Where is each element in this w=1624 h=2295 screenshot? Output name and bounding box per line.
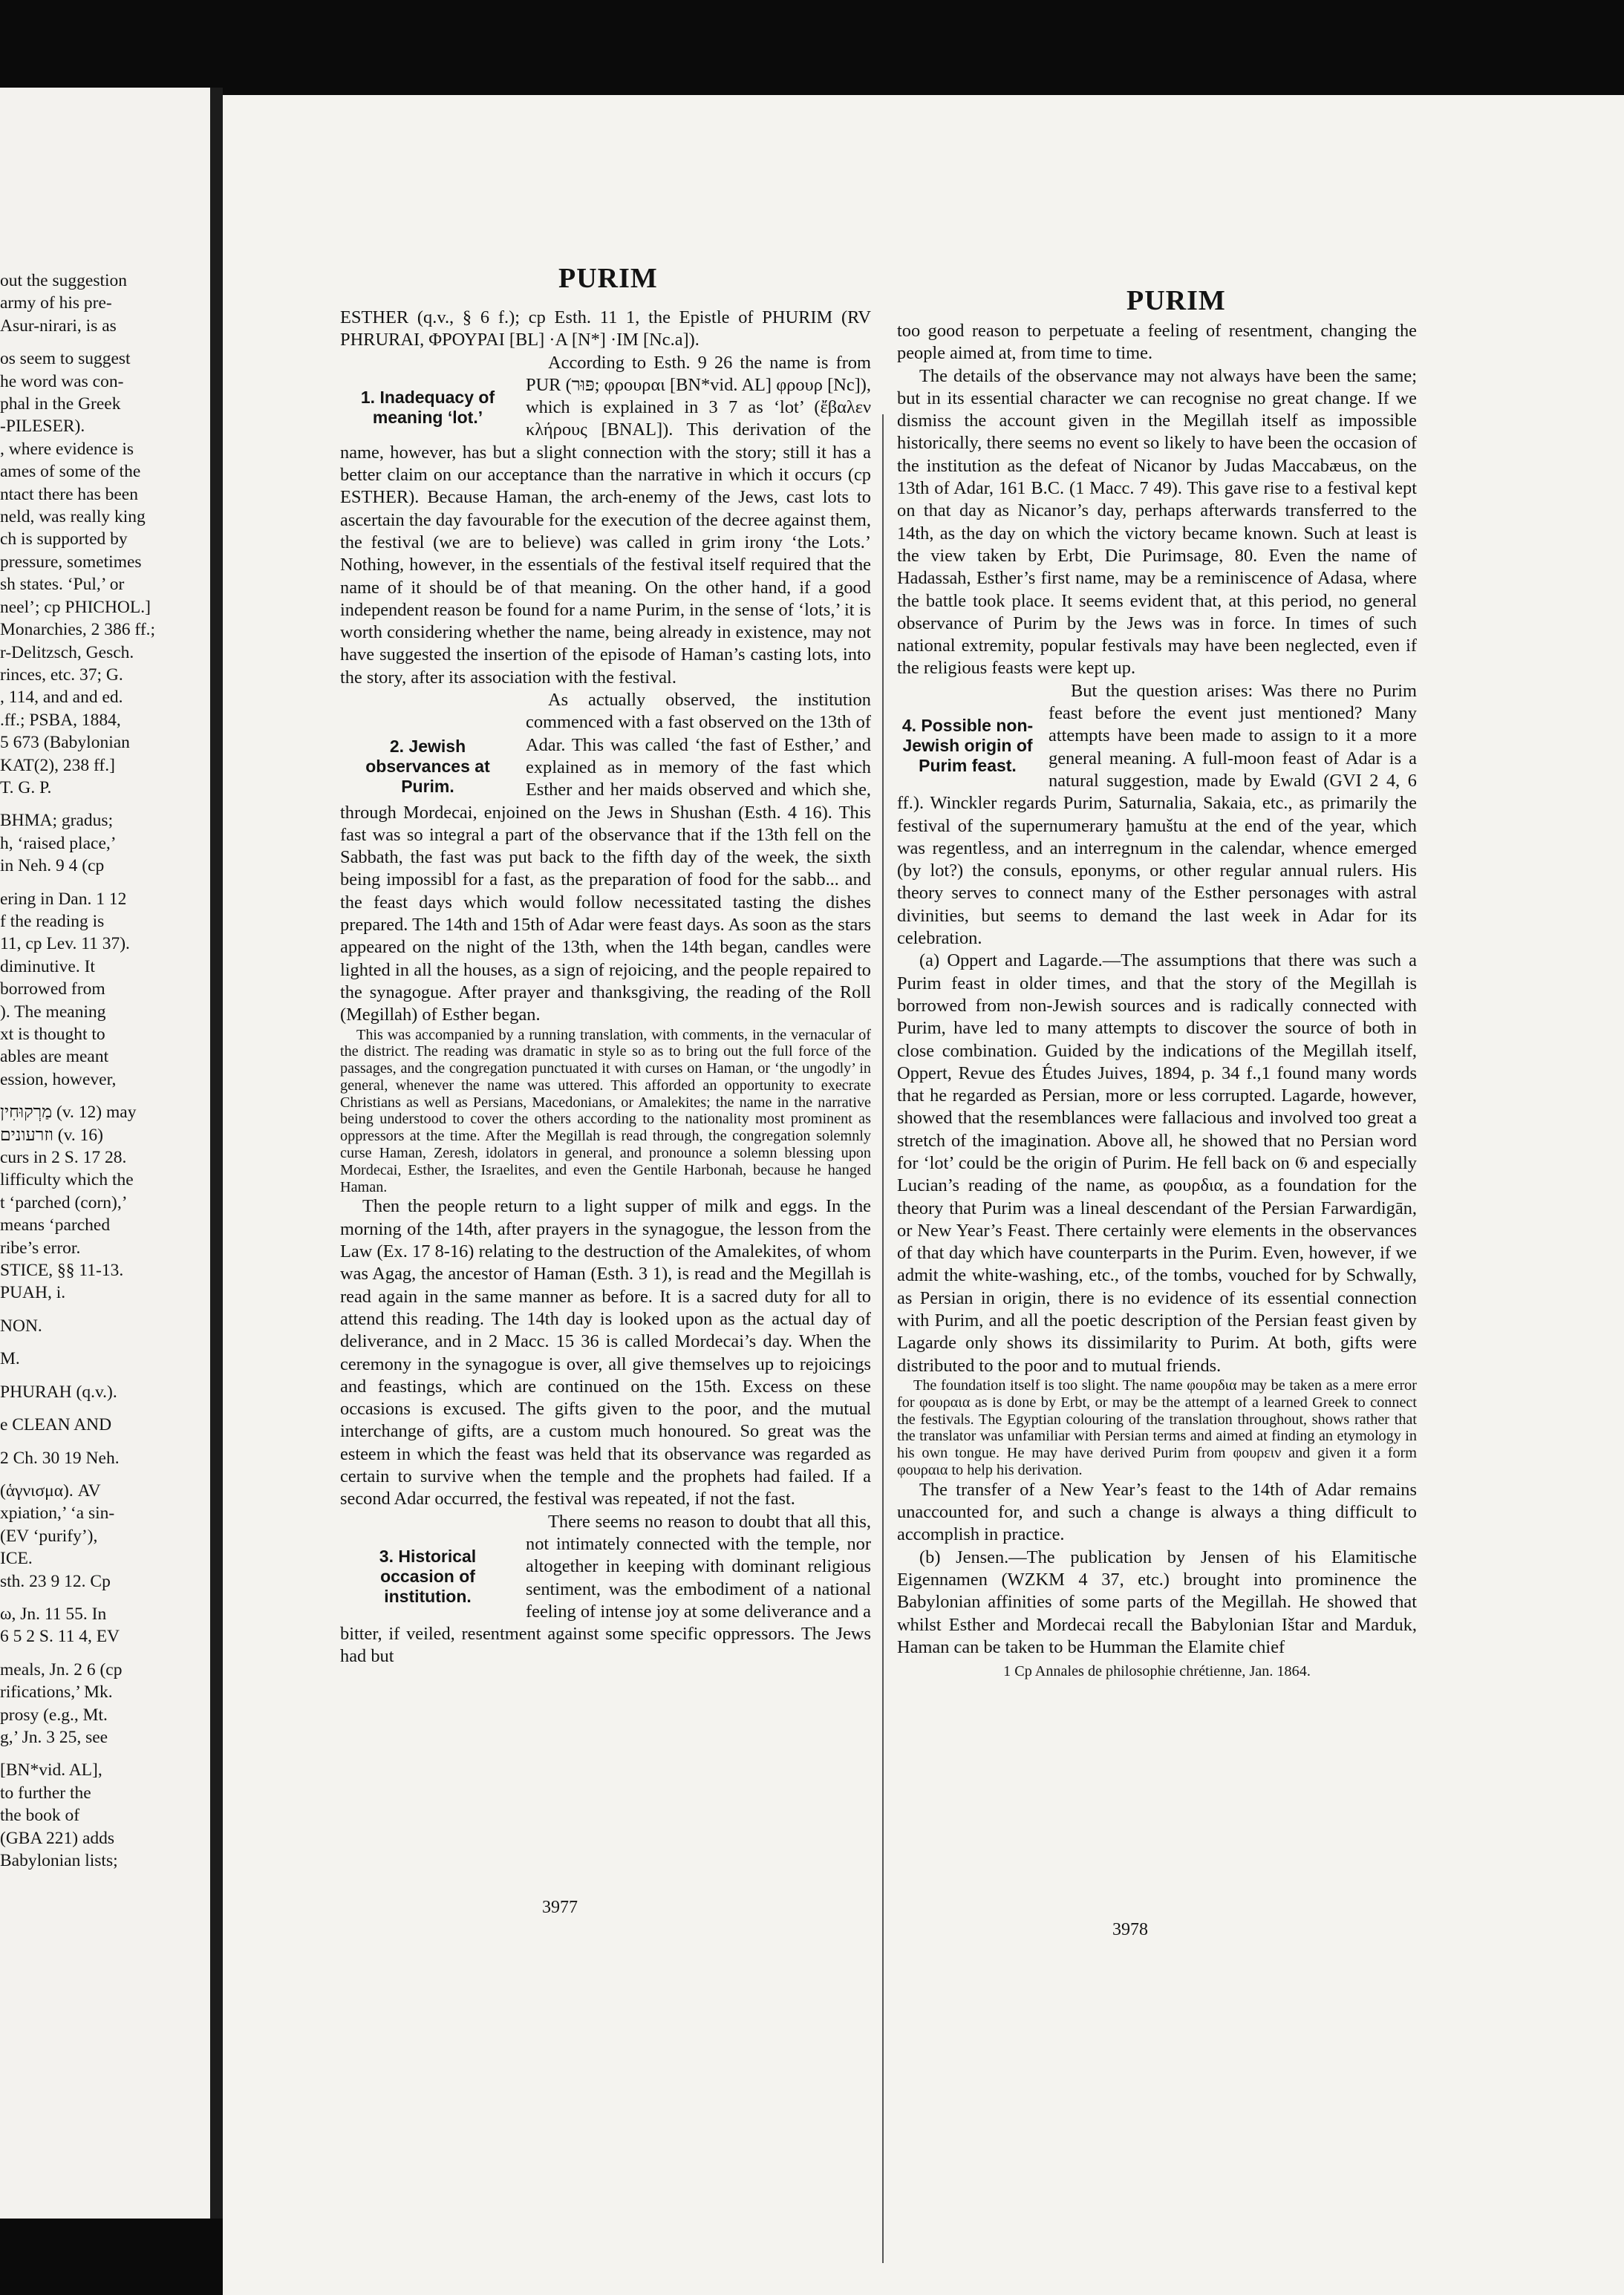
paragraph: (b) Jensen.—The publication by Jensen of his Elamitische Eigennamen (WZKM 4 37, etc.) brought into prominence the Babylonian affinities of some parts of the Megillah. He showed that whilst Esther and Mordecai recall the Babylonian Ištar and Marduk, Haman can be taken to be Humman the Elamite chief <box>897 1547 1417 1657</box>
left-fragment-line: neld, was really king <box>0 507 146 527</box>
left-fragment-line: Babylonian lists; <box>0 1851 118 1870</box>
left-fragment-line: Asur-nirari, is as <box>0 316 117 336</box>
left-fragment-line: rinces, etc. 37; G. <box>0 665 123 685</box>
left-fragment-line: M. <box>0 1349 20 1369</box>
side-heading-2: 2. Jewish observances at Purim. <box>365 737 490 797</box>
left-fragment-line <box>0 1749 155 1759</box>
left-fragment-line: (GBA 221) adds <box>0 1828 115 1848</box>
left-fragment-line: BHMA; gradus; <box>0 811 114 831</box>
left-fragment-line <box>0 1403 155 1414</box>
column-right <box>897 320 1417 1680</box>
left-fragment-line: diminutive. It <box>0 956 95 976</box>
left-fragment-line: .ff.; PSBA, 1884, <box>0 710 121 730</box>
left-fragment-line: ch is supported by <box>0 529 128 549</box>
left-fragment-line <box>0 1305 155 1315</box>
left-fragment-line: xt is thought to <box>0 1025 105 1044</box>
left-fragment-line: t ‘parched (corn),’ <box>0 1192 128 1212</box>
main-page <box>223 95 1624 2295</box>
left-fragment-line: (ἁγνισμα). AV <box>0 1481 101 1501</box>
paragraph-text: There seems no reason to doubt that all this, not intimately connected with the temple, nor altogether in keeping with dominant religious sentiment, was the embodiment of a national feeling of intense joy at some deliverance and a bitter, if veiled, resentment against some specific oppressors. The Jews had but <box>340 1511 871 1667</box>
left-fragment-line: sh states. ‘Pul,’ or <box>0 575 125 595</box>
side-heading-4: 4. Possible non-Jewish origin of Purim feast. <box>901 715 1034 775</box>
paragraph <box>340 352 871 689</box>
left-fragment-line: neel’; cp PHICHOL.] <box>0 597 151 617</box>
column-left <box>340 307 871 1668</box>
left-fragment-line: h, ‘raised place,’ <box>0 833 117 853</box>
left-fragment-line: 11, cp Lev. 11 37). <box>0 934 130 954</box>
small-print-paragraph: This was accompanied by a running translation, with comments, in the vernacular of the district. The reading was dramatic in style so as to bring out the full force of the passages, and the congregation punctuated it with curses on Haman, or ‘the ungodly’ in general, whenever the name was uttered. This afforded an opportunity to execrate Christians as well as Persians, Macedonians, or Amalekites; the name in the narrative being understood to cover the others according to the nationality most prominent as oppressors at the time. After the Megillah is read through, the congregation solemnly curse Haman, Zeresh, idolators in general, and pronounce a solemn blessing upon Mordecai, Esther, the Israelites, and even the Gentile Harbonah, because he hanged Haman. <box>340 1026 871 1195</box>
small-print-paragraph: The foundation itself is too slight. The name φουρδια may be taken as a mere error for φουραια as is done by Erbt, or may be the attempt of a learned Greek to connect the festivals. The Egyptian colouring of the translation throughout, shows rather that the translator was unfamiliar with Persian terms and aimed at finding an etymology in his own tongue. He may have derived Purim from φουρειν and given it a form φουραια to help his derivation. <box>897 1377 1417 1478</box>
left-fragment-line: 2 Ch. 30 19 Neh. <box>0 1448 120 1468</box>
paragraph: The transfer of a New Year’s feast to the 14th of Adar remains unaccounted for, and such a change is always a thing difficult to accomplish in practice. <box>897 1479 1417 1545</box>
paragraph <box>897 680 1417 950</box>
left-fragment-line: meals, Jn. 2 6 (cp <box>0 1659 123 1679</box>
left-fragment-line: os seem to suggest <box>0 349 131 369</box>
left-fragment-line: ribe’s error. <box>0 1238 81 1258</box>
left-page-fragment <box>0 88 210 2219</box>
paragraph <box>340 689 871 1026</box>
left-fragment-line: r-Delitzsch, Gesch. <box>0 642 134 662</box>
paragraph: Then the people return to a light supper of milk and eggs. In the morning of the 14th, after prayers in the synagogue, the lesson from the Law (Ex. 17 8-16) relating to the destruction of the Amalekites, of whom was Agag, the ancestor of Haman (Esth. 3 1), is read and the Megillah is read again in the same manner as before. It is a sacred duty for all to attend this reading. The 14th day is looked upon as the actual day of deliverance, and in 2 Macc. 15 36 is called Mordecai’s day. When the ceremony in the synagogue is over, all give themselves up to rejoicings and feastings, which are continued on the 15th. Excess on these occasions is excused. The gifts given to the poor, and the mutual interchange of gifts, are a custom much honoured. So great was the esteem in which the feast was held that its observance was regarded as certain to survive when the temple and the prophets had failed. If a second Adar occurred, the festival was repeated, if not the fast. <box>340 1196 871 1509</box>
page-header-right: PURIM <box>1126 285 1226 316</box>
left-fragment-line <box>0 1371 155 1381</box>
paragraph: (a) Oppert and Lagarde.—The assumptions that there was such a Purim feast in older times, and that the story of the Megillah is borrowed from non-Jewish sources and is radically connected with Purim, have led to many attempts to discover the source of both in close combination. Guided by the indications of the Megillah itself, Oppert, Revue des Études Juives, 1894, p. 34 f.,1 found many words that he regarded as Persian, more or less corrupted. Lagarde, however, showed that the resemblances were fallacious and involved too great a stretch of the imagination. Above all, he showed that no Persian word for ‘lot’ could be the origin of Purim. He fell back on 𝔊 and especially Lucian’s reading of the name, as φουρδια, as a foundation for the theory that Purim was a lineal descendant of the Persian Farwardigān, or New Year’s Feast. There certainly were elements in the observances of that day which have counterparts in the Purim. Even, however, if we admit the white-washing, etc., of the tombs, vouched for by Schwally, as Persian in origin, there is no evidence of its essential connection with Purim, and all the poetic description of the Persian feast given by Lagarde only shows its dissimilarity to Purim. At both, gifts were distributed to the poor and to mutual friends. <box>897 950 1417 1376</box>
left-fragment-line <box>0 1437 155 1447</box>
left-fragment-line: xpiation,’ ‘a sin- <box>0 1504 115 1524</box>
paragraph: The details of the observance may not always have been the same; but in its essential character we can recognise no great change. If we dismiss the account given in the Megillah itself as impossible historically, there seems no event so likely to have been the occasion of the institution as the defeat of Nicanor by Judas Maccabæus, on the 13th of Adar, 161 B.C. (1 Macc. 7 49). This gave rise to a festival kept on that day as Nicanor’s day, perhaps afterwards transferred to the 14th, as the day on which the victory became known. Such at least is the view taken by Erbt, Die Purimsage, 80. Even the name of Hadassah, Esther’s first name, may be a reminiscence of Adasa, where the battle took place. It seems evident that, at this period, no general observance of Purim by the Jews was in force. In times of such national extremity, popular festivals may have been neglected, even if the religious feasts were kept up. <box>897 365 1417 679</box>
page-number-left: 3977 <box>542 1898 578 1917</box>
left-fragment-line: the book of <box>0 1806 80 1826</box>
left-fragment-line: ession, however, <box>0 1069 117 1089</box>
left-fragment-line: rifications,’ Mk. <box>0 1682 113 1703</box>
left-fragment-line: out the suggestion <box>0 271 128 290</box>
left-fragment-line: f the reading is <box>0 911 105 931</box>
footnote: 1 Cp Annales de philosophie chrétienne, Jan. 1864. <box>1003 1663 1311 1680</box>
page-header-left: PURIM <box>558 263 658 294</box>
left-fragment-line <box>0 878 155 888</box>
left-fragment-line: KAT(2), 238 ff.] <box>0 755 115 775</box>
left-fragment-line: ames of some of the <box>0 462 141 482</box>
left-fragment-line <box>0 1648 155 1659</box>
left-fragment-line: NON. <box>0 1316 42 1336</box>
left-fragment-line: ering in Dan. 1 12 <box>0 889 127 909</box>
left-fragment-line: to further the <box>0 1783 91 1803</box>
left-fragment-line: means ‘parched <box>0 1215 111 1235</box>
left-fragment-line: , where evidence is <box>0 439 134 459</box>
left-fragment-line <box>0 337 155 347</box>
left-fragment-line: ICE. <box>0 1549 33 1569</box>
left-fragment-line: curs in 2 S. 17 28. <box>0 1148 127 1168</box>
left-fragment-line: ). The meaning <box>0 1002 106 1022</box>
left-fragment-line: sth. 23 9 12. Cp <box>0 1571 111 1591</box>
left-fragment-line: phal in the Greek <box>0 394 121 414</box>
left-fragment-line: וזרעונים (v. 16) <box>0 1125 103 1145</box>
left-fragment-line: ables are meant <box>0 1047 109 1067</box>
left-fragment-line: borrowed from <box>0 979 105 999</box>
left-fragment-line: pressure, sometimes <box>0 552 142 572</box>
left-fragment-line: מַרְקוּחִין (v. 12) may <box>0 1103 137 1123</box>
left-fragment-line: , 114, and and ed. <box>0 688 123 708</box>
left-fragment-line: e CLEAN AND <box>0 1415 112 1435</box>
left-fragment-line: [BN*vid. AL], <box>0 1760 102 1780</box>
left-fragment-line: T. G. P. <box>0 777 52 797</box>
page-gutter <box>210 88 223 2219</box>
left-page-lines <box>0 270 155 1872</box>
paragraph-text: As actually observed, the institution commenced with a fast observed on the 13th of Adar. This was called ‘the fast of Esther,’ and explained as in memory of the fast which Esther and her maids observed and which she, through Mordecai, enjoined on the Jews in Shushan (Esth. 4 16). This fast was so integral a part of the observance that if the 13th fell on the Sabbath, the fast was put back to the fifth day of the week, the sixth being impossibl for a fast, as the preparation of food for the sabb... and the feast days which would follow necessitated tasting the dishes prepared. The 14th and 15th of Adar were feast days. As soon as the stars appeared on the night of the 13th, when the 14th began, candles were lighted in all the houses, as a sign of rejoicing, and the people repaired to the synagogue. After prayer and thanksgiving, the reading of the Roll (Megillah) of Esther began. <box>340 690 871 1025</box>
paragraph <box>340 1511 871 1668</box>
left-fragment-line: prosy (e.g., Mt. <box>0 1705 108 1725</box>
left-fragment-line: PUAH, i. <box>0 1283 66 1303</box>
left-fragment-line <box>0 799 155 809</box>
left-fragment-line: he word was con- <box>0 371 124 391</box>
left-fragment-line: g,’ Jn. 3 25, see <box>0 1727 108 1747</box>
paragraph: too good reason to perpetuate a feeling of resentment, changing the people aimed at, from time to time. <box>897 321 1417 364</box>
left-fragment-line <box>0 1091 155 1101</box>
left-fragment-line: ntact there has been <box>0 484 138 504</box>
left-fragment-line: 6 5 2 S. 11 4, EV <box>0 1627 120 1647</box>
paragraph-text: But the question arises: Was there no Purim feast before the event just mentioned? Many attempts have been made to assign to it a more general meaning. A full-moon feast of Adar is a natural suggestion, made by Ewald (GVI 2 4, 6 ff.). Winckler regards Purim, Saturnalia, Sakaia, etc., as primarily the festival of the supernumerary ḫamuštu at the end of the year, which was regentless, and an interregnum in the calendar, whence emerged (by lot?) the consuls, eponyms, or other regular annual rulers. His theory serves to connect many of the Esther personages with astral divinities, but seems to demand the last week in Adar for its celebration. <box>897 680 1417 949</box>
left-fragment-line: lifficulty which the <box>0 1170 134 1190</box>
left-fragment-line: -PILESER). <box>0 417 85 437</box>
left-fragment-line: army of his pre- <box>0 293 112 313</box>
left-fragment-line: Monarchies, 2 386 ff.; <box>0 620 156 640</box>
left-fragment-line: 5 673 (Babylonian <box>0 733 130 753</box>
paragraph-text: According to Esth. 9 26 the name is from PUR (פּוּר; φρουραι [BN*vid. AL] φρουρ [Nc]), which is explained in 3 7 as ‘lot’ (ἔβαλεν κλήρους [BNAL]). This derivation of the name, however, has but a slight connection with the story; still it has a better claim on our acceptance than the narrative in which it occurs (cp ESTHER). Because Haman, the arch-enemy of the Jews, cast lots to ascertain the day favourable for the execution of the decree against them, the festival (we are to believe) was called in grim irony ‘the Lots.’ Nothing, however, in the essentials of the festival itself required that the name of it should be of that meaning. On the other hand, if a good independent reason be found for a name Purim, in the sense of ‘lots,’ it is worth considering whether the name, being already in existence, may not have suggested the insertion of the episode of Haman’s casting lots, into the story, after its association with the festival. <box>340 352 871 688</box>
side-heading-3: 3. Historical occasion of institution. <box>379 1546 477 1606</box>
left-fragment-line: (EV ‘purify’), <box>0 1526 98 1546</box>
side-heading-1: 1. Inadequacy of meaning ‘lot.’ <box>360 387 495 427</box>
left-fragment-line <box>0 1469 155 1480</box>
left-fragment-line <box>0 1593 155 1603</box>
left-fragment-line: in Neh. 9 4 (cp <box>0 856 105 876</box>
left-fragment-line: ω, Jn. 11 55. In <box>0 1604 107 1624</box>
left-fragment-line: PHURAH (q.v.). <box>0 1382 117 1402</box>
page-number-right: 3978 <box>1112 1920 1148 1939</box>
left-fragment-line: STICE, §§ 11-13. <box>0 1261 124 1281</box>
left-fragment-line <box>0 1337 155 1348</box>
column-divider <box>882 414 884 2263</box>
paragraph: ESTHER (q.v., § 6 f.); cp Esth. 11 1, the Epistle of PHURIM (RV PHRURAI, ΦΡΟΥΡΑΙ [BL] ·Α [N*] ·ΙΜ [Nc.a]). <box>340 307 871 350</box>
